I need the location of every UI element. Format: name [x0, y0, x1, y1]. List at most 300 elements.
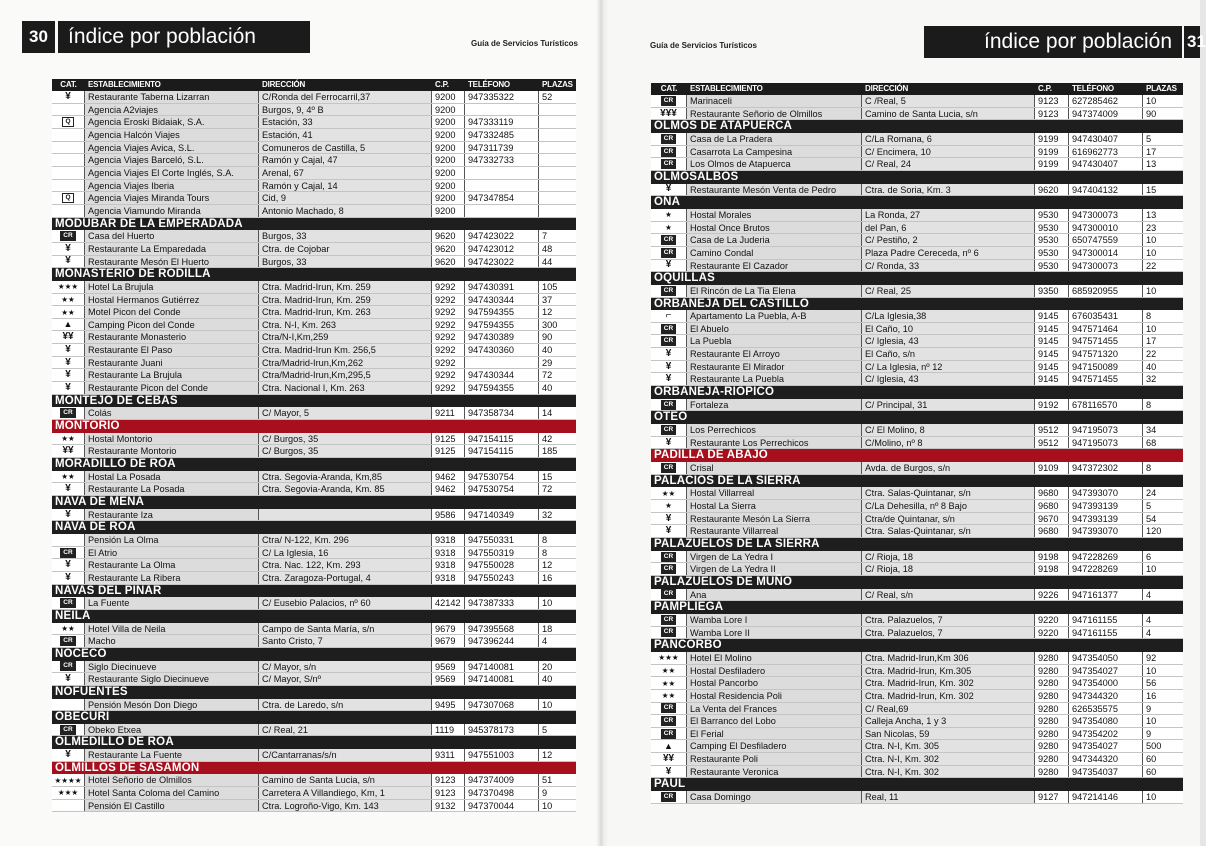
establishment-name: Restaurante Monasterio — [85, 331, 259, 343]
phone-cell: 947300073 — [1069, 209, 1143, 221]
category-cell — [651, 310, 687, 322]
category-cell — [52, 306, 85, 318]
establishment-name: Hotel Santa Coloma del Camino — [85, 787, 259, 799]
establishment-name: Siglo Diecinueve — [85, 661, 259, 673]
column-header-plazas: PLAZAS — [542, 80, 573, 89]
postal-code-cell: 9679 — [432, 635, 465, 647]
table-row — [52, 699, 576, 712]
address-cell: Estación, 41 — [259, 129, 432, 141]
phone-cell: 947307068 — [465, 699, 539, 711]
phone-cell: 947214146 — [1069, 791, 1143, 803]
establishment-name: Colás — [85, 407, 259, 419]
star-rating-icon: ★★ — [61, 307, 75, 317]
table-row — [651, 614, 1183, 627]
capacity-cell: 40 — [1146, 361, 1157, 372]
capacity-cell: 10 — [1146, 792, 1157, 803]
phone-cell: 947140081 — [465, 673, 539, 685]
establishment-name: La Puebla — [687, 335, 862, 347]
postal-code-cell: 9200 — [432, 192, 465, 204]
restaurant-fork-icon: ¥ — [65, 356, 71, 368]
establishment-name: Macho — [85, 635, 259, 647]
table-row — [52, 433, 576, 446]
capacity-cell: 4 — [1146, 614, 1152, 625]
table-row — [651, 589, 1183, 602]
establishment-name: Agencia Viajes Miranda Tours — [85, 192, 259, 204]
phone-cell: 947311739 — [465, 142, 539, 154]
star-rating-icon: ★★ — [61, 294, 75, 304]
table-row — [52, 749, 576, 762]
capacity-cell: 56 — [1146, 678, 1157, 689]
category-cell — [52, 787, 85, 799]
phone-cell — [465, 180, 539, 192]
table-row — [52, 104, 576, 117]
establishment-name: Restaurante Veronica — [687, 766, 862, 778]
address-cell: C/ La Iglesia, nº 12 — [862, 361, 1035, 373]
rural-house-icon: CR — [661, 564, 676, 574]
phone-cell — [465, 357, 539, 369]
restaurant-fork-icon: ¥ — [665, 436, 672, 448]
capacity-cell: 23 — [1146, 222, 1157, 233]
capacity-cell: 9 — [542, 788, 548, 799]
establishment-name: Wamba Lore II — [687, 627, 862, 639]
address-cell: C/ Ronda, 33 — [862, 260, 1035, 272]
establishment-name: Restaurante El Paso — [85, 344, 259, 356]
establishment-name: Agencia Halcón Viajes — [85, 129, 259, 141]
address-cell: C/Cantarranas/s/n — [259, 749, 432, 761]
capacity-cell: 10 — [1146, 716, 1157, 727]
postal-code-cell: 9280 — [1035, 728, 1069, 740]
table-row — [651, 766, 1183, 779]
establishment-name: Pensión El Castillo — [85, 800, 259, 812]
category-cell — [651, 627, 687, 639]
establishment-name: Apartamento La Puebla, A-B — [687, 310, 862, 322]
capacity-cell: 10 — [1146, 323, 1157, 334]
table-row — [651, 563, 1183, 576]
column-header-est: ESTABLECIMIENTO — [690, 84, 763, 93]
establishment-name: Agencia A2viajes — [85, 104, 259, 116]
capacity-cell: 18 — [542, 623, 553, 634]
star-rating-icon: ★★ — [661, 488, 676, 498]
postal-code-cell: 9280 — [1035, 677, 1069, 689]
postal-code-cell: 9200 — [432, 154, 465, 166]
category-cell — [52, 319, 85, 331]
category-cell — [52, 559, 85, 571]
postal-code-cell: 9530 — [1035, 247, 1069, 259]
category-cell — [651, 335, 687, 347]
column-header-row — [52, 79, 576, 91]
address-cell: C/ Eusebio Palacios, nº 60 — [259, 597, 432, 609]
capacity-cell: 10 — [1146, 285, 1157, 296]
postal-code-cell: 9200 — [432, 116, 465, 128]
phone-cell: 947358734 — [465, 407, 539, 419]
column-header-cp: C.P. — [1038, 84, 1052, 93]
postal-code-cell: 9132 — [432, 800, 465, 812]
rural-house-icon: CR — [661, 589, 676, 599]
establishment-name: Restaurante Picon del Conde — [85, 382, 259, 394]
table-row — [651, 437, 1183, 450]
establishment-name: Restaurante Señorio de Olmillos — [687, 108, 862, 120]
phone-cell: 676035431 — [1069, 310, 1143, 322]
phone-cell — [465, 205, 539, 217]
table-row — [52, 382, 576, 395]
category-cell — [651, 361, 687, 373]
address-cell: C/ Real,69 — [862, 703, 1035, 715]
capacity-cell: 60 — [1146, 766, 1157, 777]
category-cell — [52, 724, 85, 736]
category-cell — [651, 462, 687, 474]
address-cell: Ctra. Palazuelos, 7 — [862, 614, 1035, 626]
restaurant-fork-icon: ¥ — [665, 525, 672, 537]
restaurant-fork-icon: ¥ — [65, 749, 71, 761]
capacity-cell: 22 — [1146, 260, 1157, 271]
postal-code-cell: 9280 — [1035, 766, 1069, 778]
phone-cell: 947393139 — [1069, 513, 1143, 525]
capacity-cell: 12 — [542, 307, 553, 318]
capacity-cell: 10 — [1146, 235, 1157, 246]
postal-code-cell: 9280 — [1035, 665, 1069, 677]
phone-cell: 947154115 — [465, 433, 539, 445]
restaurant-fork-icon: ¥ — [65, 673, 71, 685]
category-cell — [52, 597, 85, 609]
phone-cell: 947354080 — [1069, 715, 1143, 727]
category-cell — [651, 247, 687, 259]
restaurant-fork-icon: ¥ — [65, 242, 71, 254]
postal-code-cell: 9200 — [432, 104, 465, 116]
address-cell: Ctra. de Soria, Km. 3 — [862, 184, 1035, 196]
establishment-name: Crisal — [687, 462, 862, 474]
establishment-name: Agencia Viajes Avica, S.L. — [85, 142, 259, 154]
phone-cell: 947423022 — [465, 256, 539, 268]
postal-code-cell: 9280 — [1035, 715, 1069, 727]
capacity-cell: 40 — [542, 383, 553, 394]
address-cell: Ctra/de Quintanar, s/n — [862, 513, 1035, 525]
postal-code-cell: 9145 — [1035, 323, 1069, 335]
category-cell — [651, 108, 687, 120]
postal-code-cell: 9145 — [1035, 310, 1069, 322]
column-header-tel: TELÉFONO — [1072, 84, 1114, 93]
category-cell — [651, 424, 687, 436]
phone-cell: 626535575 — [1069, 703, 1143, 715]
address-cell: Ctra. de Laredo, s/n — [259, 699, 432, 711]
capacity-cell — [539, 104, 576, 116]
town-header: PAMPLIEGA — [651, 601, 1183, 614]
address-cell: Ctra. Logroño-Vigo, Km. 143 — [259, 800, 432, 812]
category-cell — [651, 677, 687, 689]
table-row — [651, 627, 1183, 640]
category-cell — [52, 91, 85, 103]
address-cell: San Nicolas, 59 — [862, 728, 1035, 740]
star-rating-icon: ★★ — [661, 665, 676, 675]
table-row — [651, 335, 1183, 348]
phone-cell: 947594355 — [465, 319, 539, 331]
phone-cell: 947333119 — [465, 116, 539, 128]
table-row — [651, 348, 1183, 361]
table-row — [52, 673, 576, 686]
postal-code-cell: 9530 — [1035, 260, 1069, 272]
table-row — [651, 652, 1183, 665]
capacity-cell — [539, 154, 576, 166]
rural-house-icon: CR — [661, 400, 676, 410]
address-cell: C/ Rioja, 18 — [862, 563, 1035, 575]
establishment-name: Agencia Viajes Barceló, S.L. — [85, 154, 259, 166]
phone-cell: 947347854 — [465, 192, 539, 204]
town-header: NAVA DE MENA — [52, 496, 576, 509]
postal-code-cell: 9280 — [1035, 690, 1069, 702]
establishment-name: Casa del Huerto — [85, 230, 259, 242]
capacity-cell: 17 — [1146, 336, 1157, 347]
phone-cell: 947161377 — [1069, 589, 1143, 601]
table-row — [651, 703, 1183, 716]
capacity-cell: 37 — [542, 294, 553, 305]
postal-code-cell: 9292 — [432, 294, 465, 306]
table-row — [651, 525, 1183, 538]
establishment-name: Hostal Residencia Poli — [687, 690, 862, 702]
category-cell — [52, 445, 85, 457]
address-cell: C/ Pestiño, 2 — [862, 234, 1035, 246]
capacity-cell: 120 — [1146, 526, 1162, 537]
address-cell: Calleja Ancha, 1 y 3 — [862, 715, 1035, 727]
restaurant-fork-icon: ¥ — [65, 381, 71, 393]
establishment-name: Hostal Montorio — [85, 433, 259, 445]
phone-cell: 616962773 — [1069, 146, 1143, 158]
phone-cell: 947530754 — [465, 471, 539, 483]
postal-code-cell: 9145 — [1035, 361, 1069, 373]
establishment-name: Hostal Morales — [687, 209, 862, 221]
town-header: OTEO — [651, 411, 1183, 424]
postal-code-cell: 9211 — [432, 407, 465, 419]
phone-cell: 947372302 — [1069, 462, 1143, 474]
table-row — [651, 551, 1183, 564]
rural-house-icon: CR — [661, 716, 676, 726]
address-cell: Santo Cristo, 7 — [259, 635, 432, 647]
category-cell — [651, 285, 687, 297]
establishment-name: Restaurante Juani — [85, 357, 259, 369]
category-cell — [651, 563, 687, 575]
category-cell — [651, 348, 687, 360]
address-cell: Burgos, 9, 4º B — [259, 104, 432, 116]
table-row — [651, 133, 1183, 146]
rural-house-icon: CR — [661, 703, 676, 713]
address-cell: Ctra. Madrid-Irun, Km. 259 — [259, 294, 432, 306]
category-cell — [651, 766, 687, 778]
phone-cell: 947571464 — [1069, 323, 1143, 335]
postal-code-cell: 9125 — [432, 445, 465, 457]
address-cell: Ctra. Madrid-Irun, Km. 302 — [862, 690, 1035, 702]
restaurant-fork-icon: ¥ — [665, 259, 672, 271]
category-cell — [651, 665, 687, 677]
star-rating-icon: ★★ — [661, 691, 676, 701]
address-cell: C/ Real, 21 — [259, 724, 432, 736]
column-header-dir: DIRECCIÓN — [865, 84, 909, 93]
address-cell: Ctra. Salas-Quintanar, s/n — [862, 487, 1035, 499]
establishment-name: La Venta del Frances — [687, 703, 862, 715]
town-header: MORADILLO DE ROA — [52, 458, 576, 471]
establishment-name: Los Olmos de Atapuerca — [687, 158, 862, 170]
postal-code-cell: 9679 — [432, 623, 465, 635]
establishment-name: Virgen de La Yedra II — [687, 563, 862, 575]
column-header-cat: CAT. — [60, 80, 77, 89]
table-row — [52, 509, 576, 522]
phone-cell — [465, 104, 539, 116]
table-row — [651, 728, 1183, 741]
address-cell: Ctra. Zaragoza-Portugal, 4 — [259, 572, 432, 584]
address-cell: C/ La Iglesia, 16 — [259, 547, 432, 559]
establishment-name: Hostal Pancorbo — [687, 677, 862, 689]
page-number-right: 31 — [1184, 26, 1200, 58]
phone-cell: 947404132 — [1069, 184, 1143, 196]
column-header-tel: TELÉFONO — [468, 80, 510, 89]
address-cell: Ctra. Palazuelos, 7 — [862, 627, 1035, 639]
phone-cell: 945378173 — [465, 724, 539, 736]
capacity-cell: 12 — [542, 560, 553, 571]
capacity-cell: 8 — [1146, 311, 1152, 322]
table-row — [651, 424, 1183, 437]
postal-code-cell: 9145 — [1035, 348, 1069, 360]
table-row — [52, 774, 576, 787]
town-header: MONTORIO — [52, 420, 576, 433]
phone-cell: 947571455 — [1069, 373, 1143, 385]
category-cell — [651, 589, 687, 601]
postal-code-cell: 9318 — [432, 559, 465, 571]
capacity-cell: 7 — [542, 231, 548, 242]
phone-cell: 947354000 — [1069, 677, 1143, 689]
phone-cell: 947161155 — [1069, 614, 1143, 626]
capacity-cell: 10 — [542, 699, 553, 710]
capacity-cell — [539, 129, 576, 141]
address-cell: del Pan, 6 — [862, 222, 1035, 234]
address-cell: Ctra. N-I, Km. 263 — [259, 319, 432, 331]
capacity-cell: 24 — [1146, 488, 1157, 499]
phone-cell: 650747559 — [1069, 234, 1143, 246]
town-header: OLMILLOS DE SASAMON — [52, 762, 576, 775]
capacity-cell: 13 — [1146, 209, 1157, 220]
establishment-name: Agencia Viajes Iberia — [85, 180, 259, 192]
category-cell — [651, 234, 687, 246]
table-row — [651, 146, 1183, 159]
phone-cell: 947430407 — [1069, 158, 1143, 170]
address-cell: C/ Mayor, 5 — [259, 407, 432, 419]
rural-house-icon: CR — [661, 235, 676, 245]
postal-code-cell: 9292 — [432, 369, 465, 381]
address-cell: C/ Mayor, S/nº — [259, 673, 432, 685]
postal-code-cell: 9586 — [432, 509, 465, 521]
category-cell — [651, 703, 687, 715]
capacity-cell: 92 — [1146, 652, 1157, 663]
category-cell — [52, 471, 85, 483]
establishment-name: Wamba Lore I — [687, 614, 862, 626]
capacity-cell: 44 — [542, 256, 553, 267]
capacity-cell: 10 — [1146, 247, 1157, 258]
postal-code-cell: 9123 — [1035, 95, 1069, 107]
postal-code-cell: 9123 — [432, 787, 465, 799]
capacity-cell: 5 — [1146, 501, 1152, 511]
star-rating-icon: ★★ — [661, 678, 676, 688]
postal-code-cell: 9620 — [432, 230, 465, 242]
postal-code-cell: 9200 — [432, 129, 465, 141]
town-header: MODUBAR DE LA EMPERADADA — [52, 218, 576, 231]
table-row — [651, 665, 1183, 678]
table-row — [651, 500, 1183, 513]
town-header: NAVAS DEL PINAR — [52, 585, 576, 598]
phone-cell: 947228269 — [1069, 551, 1143, 563]
star-rating-icon: ★★ — [61, 434, 75, 444]
postal-code-cell: 9569 — [432, 661, 465, 673]
postal-code-cell: 9199 — [1035, 133, 1069, 145]
phone-cell — [465, 167, 539, 179]
address-cell: Ctra. N-I, Km. 302 — [862, 753, 1035, 765]
rural-house-icon: CR — [661, 134, 676, 144]
rural-house-icon: CR — [661, 792, 676, 802]
capacity-cell: 51 — [542, 775, 553, 786]
address-cell: El Caño, 10 — [862, 323, 1035, 335]
category-cell — [651, 222, 687, 234]
establishment-name: Restaurante Montorio — [85, 445, 259, 457]
table-row — [52, 635, 576, 648]
phone-cell: 947354027 — [1069, 665, 1143, 677]
phone-cell: 947300010 — [1069, 222, 1143, 234]
column-header-plazas: PLAZAS — [1146, 84, 1177, 93]
phone-cell: 947430407 — [1069, 133, 1143, 145]
table-row — [52, 661, 576, 674]
rural-house-icon: CR — [661, 147, 676, 157]
category-cell — [52, 534, 85, 546]
category-cell — [651, 487, 687, 499]
category-cell — [52, 483, 85, 495]
category-cell — [651, 158, 687, 170]
town-header: NEILA — [52, 610, 576, 623]
phone-cell: 947393139 — [1069, 500, 1143, 512]
category-cell — [52, 623, 85, 635]
capacity-cell: 300 — [542, 319, 558, 330]
table-row — [52, 192, 576, 205]
table-row — [651, 184, 1183, 197]
address-cell: Burgos, 33 — [259, 256, 432, 268]
phone-cell: 947430344 — [465, 294, 539, 306]
category-cell — [651, 513, 687, 525]
postal-code-cell: 9200 — [432, 205, 465, 217]
table-row — [651, 487, 1183, 500]
column-header-cp: C.P. — [435, 80, 449, 89]
table-row — [651, 310, 1183, 323]
phone-cell: 947344320 — [1069, 753, 1143, 765]
rural-house-icon: CR — [661, 627, 676, 637]
table-row — [52, 787, 576, 800]
town-header: NAVA DE ROA — [52, 521, 576, 534]
phone-cell: 947150089 — [1069, 361, 1143, 373]
address-cell: C/Ronda del Ferrocarril,37 — [259, 91, 432, 103]
capacity-cell: 13 — [1146, 159, 1157, 170]
address-cell: C/ Burgos, 35 — [259, 445, 432, 457]
postal-code-cell: 9199 — [1035, 146, 1069, 158]
table-row — [52, 445, 576, 458]
table-row — [651, 260, 1183, 273]
establishment-name: Restaurante Mesón Venta de Pedro — [687, 184, 862, 196]
table-row — [651, 399, 1183, 412]
section-title-left: índice por población — [58, 21, 310, 53]
phone-cell: 947395568 — [465, 623, 539, 635]
rural-house-icon: CR — [661, 336, 676, 346]
restaurant-fork-icon: ¥ — [665, 512, 672, 524]
capacity-cell: 29 — [542, 357, 553, 368]
table-row — [651, 108, 1183, 121]
establishment-name: Restaurante La Brujula — [85, 369, 259, 381]
postal-code-cell: 9226 — [1035, 589, 1069, 601]
establishment-name: Hotel Villa de Neila — [85, 623, 259, 635]
table-row — [651, 361, 1183, 374]
postal-code-cell: 9220 — [1035, 614, 1069, 626]
address-cell: C/Molino, nº 8 — [862, 437, 1035, 449]
category-cell — [52, 154, 85, 166]
